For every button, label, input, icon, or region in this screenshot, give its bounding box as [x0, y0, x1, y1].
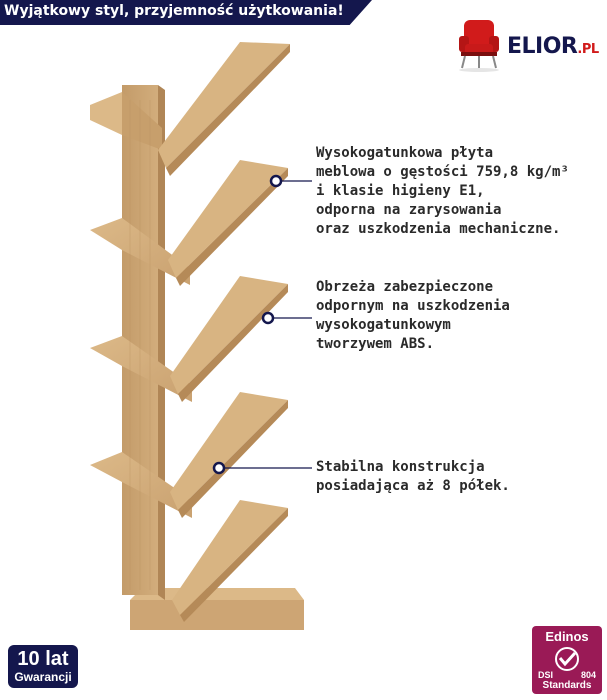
edinos-code-right: 804: [580, 670, 596, 680]
logo-wordmark: ELIOR.PL: [507, 34, 599, 59]
warranty-years: 10 lat: [17, 648, 69, 670]
warranty-label: Gwarancji: [14, 670, 72, 684]
callout-edges: Obrzeża zabezpieczone odpornym na uszkodzenia wysokogatunkowym tworzywem ABS.: [316, 279, 510, 352]
callout-marker-3: [214, 463, 224, 473]
callout-material: Wysokogatunkowa płyta meblowa o gęstości 759,8 kg/m³ i klasie higieny E1, odporna na zarysowania oraz uszkodzenia mechaniczne.: [316, 145, 569, 237]
warranty-badge: [8, 645, 78, 688]
banner-title: Wyjątkowy styl, przyjemność użytkowania!: [4, 3, 344, 19]
logo-suffix: .PL: [577, 42, 599, 57]
callout-stability: Stabilna konstrukcja posiadająca aż 8 półek.: [316, 459, 510, 494]
edinos-standards: Standards: [542, 680, 592, 691]
checkmark-seal-icon: [550, 646, 584, 672]
edinos-brand: Edinos: [545, 629, 589, 644]
callout-marker-1: [271, 176, 281, 186]
callout-marker-2: [263, 313, 273, 323]
edinos-standards-badge: [532, 626, 602, 694]
edinos-code-left: DSI: [538, 670, 554, 680]
